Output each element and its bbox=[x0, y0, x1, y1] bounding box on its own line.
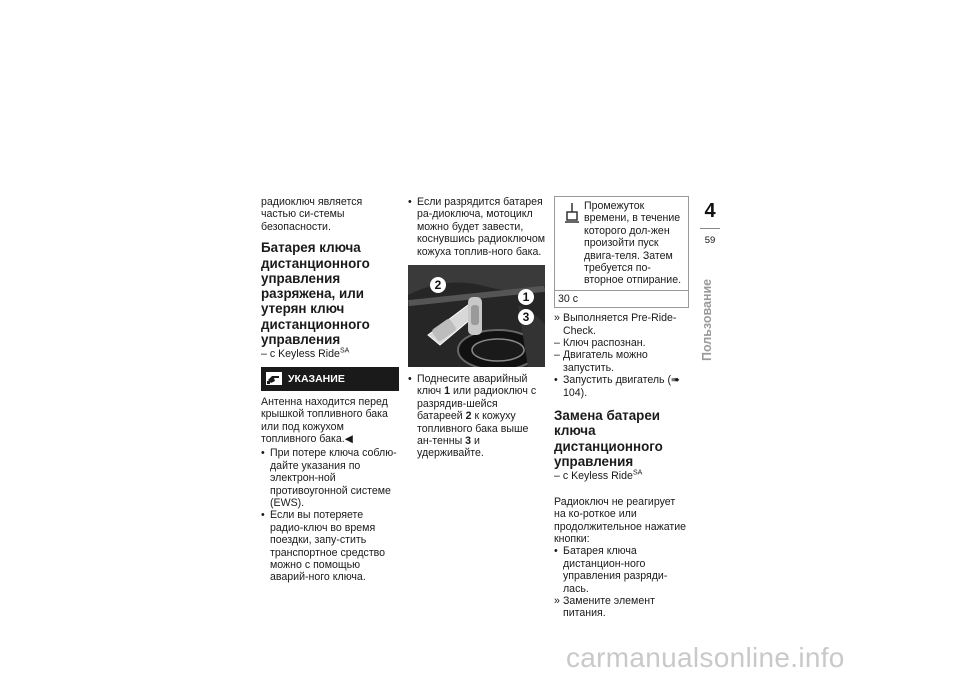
bullet-mark: • bbox=[261, 447, 265, 460]
end-mark: ◀ bbox=[344, 432, 353, 445]
chapter-marker bbox=[700, 200, 720, 246]
bullet-mark: • bbox=[408, 196, 412, 208]
list-item: – Двигатель можно запустить. bbox=[554, 349, 648, 374]
page-number: 59 bbox=[704, 235, 716, 246]
list-item: • При потере ключа соблю-дайте указания по электрон-ной противоугонной системе (EWS). bbox=[261, 447, 397, 509]
motorcycle-tank-photo bbox=[408, 265, 545, 367]
option-line bbox=[261, 348, 399, 360]
option-dash: – bbox=[554, 470, 560, 483]
divider bbox=[700, 228, 720, 229]
chapter-title: Пользование bbox=[700, 278, 714, 361]
section-heading: Батарея ключа дистанционного управления разряжена, или утерян ключ дистанционного управления bbox=[261, 240, 370, 347]
option-dash: – bbox=[261, 348, 267, 361]
warning-text: Антенна находится перед крышкой топливного бака или под кожухом топливного бака.◀ bbox=[261, 395, 388, 445]
page-ref-link[interactable]: 104). bbox=[563, 386, 588, 399]
list-item: » Замените элемент питания. bbox=[554, 594, 655, 620]
note-text: Промежуток времени, в течение которого дол-жен произойти пуск двига-теля. Затем требуется по-вторное отпирание. bbox=[584, 200, 682, 287]
bullet-mark: • bbox=[261, 509, 265, 522]
note-text-block bbox=[555, 197, 688, 290]
list-item: » Выполняется Pre-Ride-Check. bbox=[554, 312, 677, 337]
option-line bbox=[554, 470, 689, 482]
list-item: • Поднесите аварийный ключ 1 или радиоключ с разрядив-шейся батареей 2 к кожуху топливного бака выше ан-тенны 3 и удерживайте. bbox=[408, 373, 537, 460]
ref-1: 1 bbox=[444, 385, 451, 398]
list-item: • Батарея ключа дистанцион-ного управления разряди-лась. bbox=[554, 545, 668, 595]
bullet-mark: • bbox=[408, 373, 412, 386]
column-2 bbox=[408, 196, 545, 460]
intro-text: радиоключ является частью си-стемы безопасности. bbox=[261, 196, 363, 233]
note-value: 30 с bbox=[555, 290, 688, 307]
hand-pointer-icon bbox=[266, 372, 282, 385]
list-item: • Запустить двигатель (➠ 104). bbox=[554, 374, 680, 399]
list-item: • Если разрядится батарея ра-диоключа, мотоцикл можно будет завести, коснувшись радиоключом кожуха топлив-ного бака. bbox=[408, 196, 546, 258]
option-text: с Keyless Ride bbox=[269, 348, 340, 361]
callout-1: 1 bbox=[518, 289, 534, 305]
ref-3: 3 bbox=[465, 435, 472, 448]
column-3 bbox=[554, 196, 689, 620]
option-sup: SA bbox=[632, 469, 643, 477]
list-item: • Если вы потеряете радио-ключ во время поездки, запу-стить транспортное средство можно с помощью аварий-ного ключа. bbox=[261, 509, 386, 584]
paragraph: Радиоключ не реагирует на ко-роткое или продолжительное нажатие кнопки: bbox=[554, 495, 687, 545]
warning-label: УКАЗАНИЕ bbox=[288, 372, 345, 385]
timer-icon bbox=[565, 203, 579, 225]
option-sup: SA bbox=[339, 347, 350, 355]
warning-banner bbox=[261, 367, 399, 391]
callout-3: 3 bbox=[518, 309, 534, 325]
column-1 bbox=[261, 196, 399, 584]
list-item: – Ключ распознан. bbox=[554, 337, 646, 350]
option-text: с Keyless Ride bbox=[562, 470, 633, 483]
note-box bbox=[554, 196, 689, 308]
section-heading: Замена батареи ключа дистанционного управления bbox=[554, 408, 663, 469]
page-ref-arrow-icon[interactable]: ➠ bbox=[671, 374, 680, 387]
watermark: carmanualsonline.info bbox=[566, 642, 845, 673]
chapter-number: 4 bbox=[704, 200, 716, 222]
callout-2: 2 bbox=[430, 277, 446, 293]
ref-2: 2 bbox=[465, 410, 472, 423]
